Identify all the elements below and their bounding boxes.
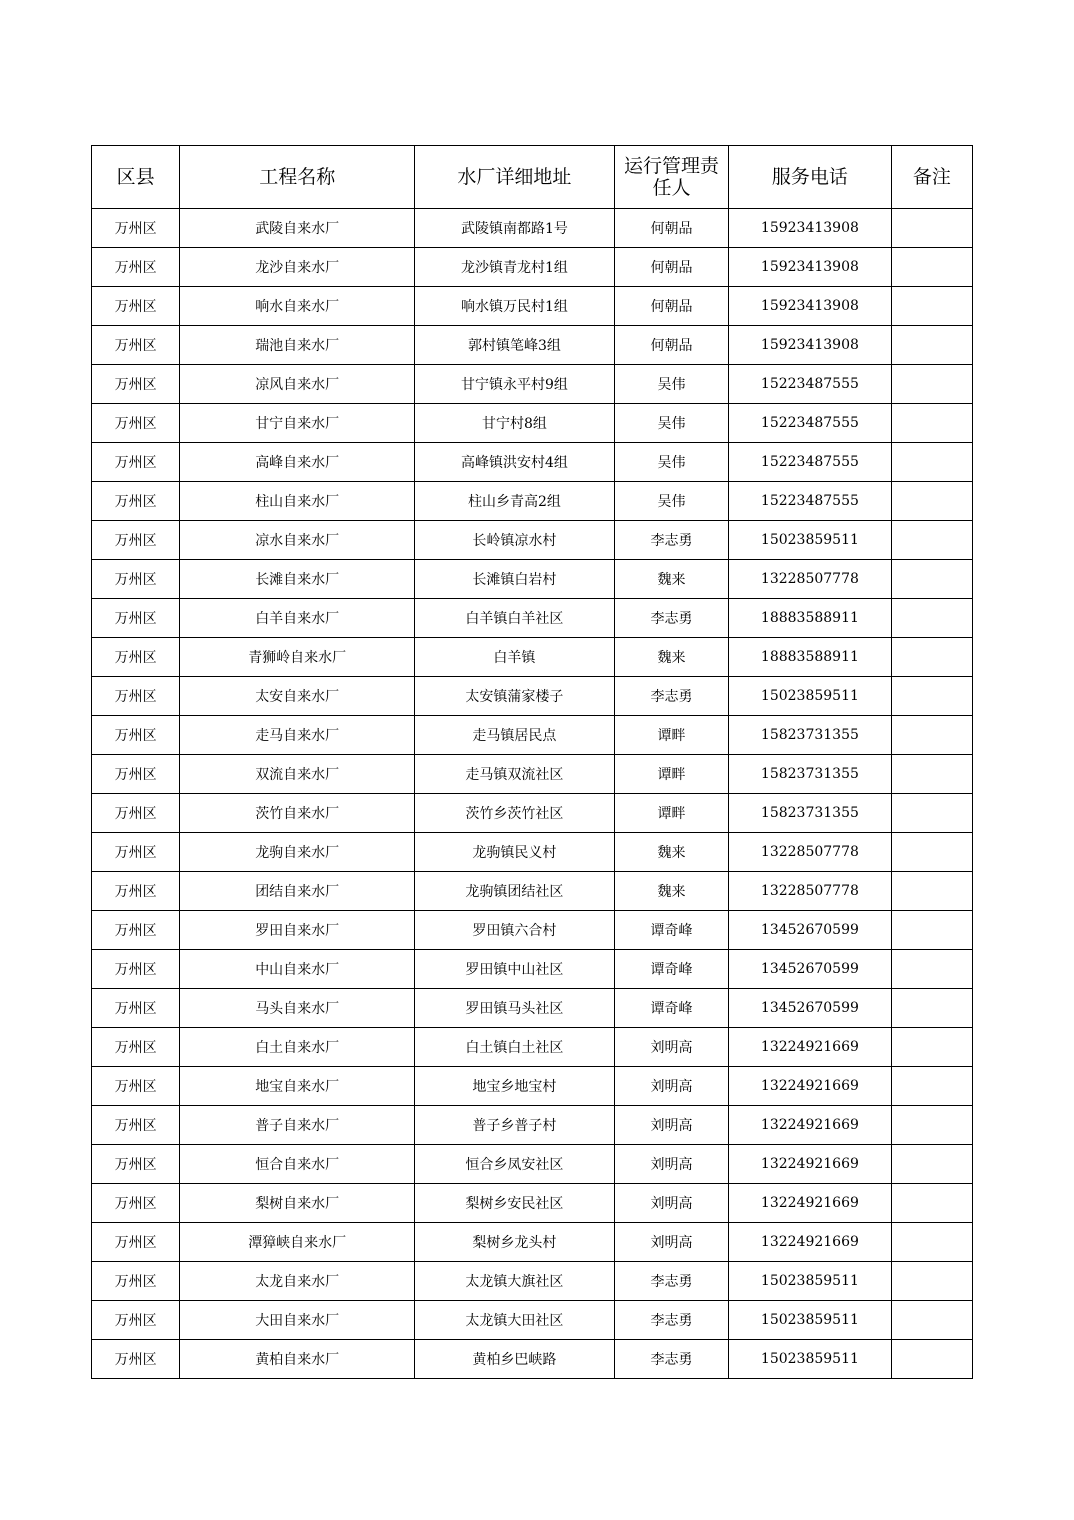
- cell-plant-address: 梨树乡龙头村: [415, 1223, 615, 1262]
- table-row: [92, 404, 973, 443]
- table-body: [92, 209, 973, 1379]
- table-row: [92, 1106, 973, 1145]
- cell-district: 万州区: [92, 560, 180, 599]
- cell-district: 万州区: [92, 989, 180, 1028]
- cell-service-phone: 13228507778: [729, 833, 892, 872]
- cell-district: 万州区: [92, 794, 180, 833]
- cell-plant-address: 太龙镇大旗社区: [415, 1262, 615, 1301]
- cell-note: [891, 443, 972, 482]
- cell-project-name: 白土自来水厂: [180, 1028, 415, 1067]
- cell-service-phone: 15223487555: [729, 404, 892, 443]
- cell-note: [891, 1223, 972, 1262]
- cell-manager: 魏来: [614, 872, 728, 911]
- cell-project-name: 马头自来水厂: [180, 989, 415, 1028]
- cell-service-phone: 18883588911: [729, 638, 892, 677]
- cell-manager: 谭畔: [614, 716, 728, 755]
- cell-plant-address: 地宝乡地宝村: [415, 1067, 615, 1106]
- cell-service-phone: 15223487555: [729, 443, 892, 482]
- cell-plant-address: 长滩镇白岩村: [415, 560, 615, 599]
- cell-project-name: 罗田自来水厂: [180, 911, 415, 950]
- table-row: [92, 209, 973, 248]
- table-row: [92, 287, 973, 326]
- cell-note: [891, 755, 972, 794]
- cell-service-phone: 13224921669: [729, 1028, 892, 1067]
- cell-project-name: 长滩自来水厂: [180, 560, 415, 599]
- cell-project-name: 高峰自来水厂: [180, 443, 415, 482]
- cell-manager: 李志勇: [614, 521, 728, 560]
- table-row: [92, 1028, 973, 1067]
- cell-project-name: 太龙自来水厂: [180, 1262, 415, 1301]
- cell-service-phone: 15823731355: [729, 716, 892, 755]
- cell-service-phone: 13224921669: [729, 1223, 892, 1262]
- cell-manager: 谭畔: [614, 755, 728, 794]
- cell-service-phone: 15923413908: [729, 287, 892, 326]
- cell-project-name: 走马自来水厂: [180, 716, 415, 755]
- cell-plant-address: 高峰镇洪安村4组: [415, 443, 615, 482]
- water-plant-table: [91, 145, 973, 1379]
- cell-note: [891, 1067, 972, 1106]
- cell-district: 万州区: [92, 716, 180, 755]
- table-row: [92, 833, 973, 872]
- cell-note: [891, 1301, 972, 1340]
- cell-note: [891, 1106, 972, 1145]
- cell-plant-address: 白土镇白土社区: [415, 1028, 615, 1067]
- cell-district: 万州区: [92, 1301, 180, 1340]
- table-row: [92, 755, 973, 794]
- table-row: [92, 482, 973, 521]
- cell-plant-address: 龙驹镇团结社区: [415, 872, 615, 911]
- cell-note: [891, 404, 972, 443]
- table-row: [92, 989, 973, 1028]
- cell-plant-address: 罗田镇马头社区: [415, 989, 615, 1028]
- table-row: [92, 872, 973, 911]
- table-row: [92, 365, 973, 404]
- cell-note: [891, 326, 972, 365]
- cell-project-name: 白羊自来水厂: [180, 599, 415, 638]
- cell-project-name: 双流自来水厂: [180, 755, 415, 794]
- cell-plant-address: 长岭镇凉水村: [415, 521, 615, 560]
- cell-district: 万州区: [92, 872, 180, 911]
- cell-district: 万州区: [92, 1028, 180, 1067]
- cell-manager: 刘明高: [614, 1106, 728, 1145]
- cell-plant-address: 恒合乡凤安社区: [415, 1145, 615, 1184]
- cell-manager: 谭奇峰: [614, 950, 728, 989]
- cell-district: 万州区: [92, 365, 180, 404]
- cell-note: [891, 989, 972, 1028]
- cell-note: [891, 833, 972, 872]
- cell-note: [891, 1262, 972, 1301]
- table-row: [92, 794, 973, 833]
- cell-district: 万州区: [92, 755, 180, 794]
- cell-plant-address: 龙沙镇青龙村1组: [415, 248, 615, 287]
- header-manager: [614, 146, 728, 209]
- cell-manager: 吴伟: [614, 404, 728, 443]
- cell-service-phone: 18883588911: [729, 599, 892, 638]
- header-manager-label: 运行管理责任人: [623, 155, 719, 199]
- cell-plant-address: 郭村镇笔峰3组: [415, 326, 615, 365]
- cell-note: [891, 287, 972, 326]
- cell-plant-address: 走马镇双流社区: [415, 755, 615, 794]
- cell-district: 万州区: [92, 950, 180, 989]
- cell-manager: 谭奇峰: [614, 989, 728, 1028]
- cell-district: 万州区: [92, 248, 180, 287]
- cell-note: [891, 560, 972, 599]
- cell-manager: 吴伟: [614, 443, 728, 482]
- cell-district: 万州区: [92, 209, 180, 248]
- cell-district: 万州区: [92, 1340, 180, 1379]
- table-row: [92, 560, 973, 599]
- cell-project-name: 青狮岭自来水厂: [180, 638, 415, 677]
- cell-service-phone: 13228507778: [729, 872, 892, 911]
- table-row: [92, 638, 973, 677]
- cell-note: [891, 599, 972, 638]
- cell-district: 万州区: [92, 521, 180, 560]
- cell-service-phone: 15023859511: [729, 677, 892, 716]
- cell-service-phone: 15923413908: [729, 209, 892, 248]
- cell-note: [891, 365, 972, 404]
- table-row: [92, 1262, 973, 1301]
- cell-manager: 何朝品: [614, 326, 728, 365]
- cell-project-name: 恒合自来水厂: [180, 1145, 415, 1184]
- cell-district: 万州区: [92, 404, 180, 443]
- cell-project-name: 凉水自来水厂: [180, 521, 415, 560]
- header-row: [92, 146, 973, 209]
- cell-district: 万州区: [92, 911, 180, 950]
- cell-project-name: 武陵自来水厂: [180, 209, 415, 248]
- cell-manager: 李志勇: [614, 599, 728, 638]
- cell-project-name: 潭獐峡自来水厂: [180, 1223, 415, 1262]
- cell-project-name: 龙驹自来水厂: [180, 833, 415, 872]
- cell-service-phone: 13452670599: [729, 950, 892, 989]
- cell-note: [891, 482, 972, 521]
- cell-note: [891, 1028, 972, 1067]
- table-row: [92, 911, 973, 950]
- table-row: [92, 950, 973, 989]
- cell-manager: 吴伟: [614, 365, 728, 404]
- cell-manager: 刘明高: [614, 1028, 728, 1067]
- cell-plant-address: 太安镇蒲家楼子: [415, 677, 615, 716]
- cell-plant-address: 普子乡普子村: [415, 1106, 615, 1145]
- cell-plant-address: 响水镇万民村1组: [415, 287, 615, 326]
- cell-project-name: 团结自来水厂: [180, 872, 415, 911]
- cell-district: 万州区: [92, 677, 180, 716]
- table-row: [92, 521, 973, 560]
- cell-note: [891, 677, 972, 716]
- cell-project-name: 茨竹自来水厂: [180, 794, 415, 833]
- cell-manager: 刘明高: [614, 1067, 728, 1106]
- cell-note: [891, 950, 972, 989]
- cell-project-name: 太安自来水厂: [180, 677, 415, 716]
- cell-project-name: 瑞池自来水厂: [180, 326, 415, 365]
- cell-district: 万州区: [92, 638, 180, 677]
- cell-plant-address: 罗田镇中山社区: [415, 950, 615, 989]
- table-row: [92, 599, 973, 638]
- table-row: [92, 1145, 973, 1184]
- header-plant-address: 水厂详细地址: [415, 146, 615, 209]
- cell-manager: 谭畔: [614, 794, 728, 833]
- cell-plant-address: 白羊镇白羊社区: [415, 599, 615, 638]
- table-row: [92, 677, 973, 716]
- cell-district: 万州区: [92, 443, 180, 482]
- cell-manager: 何朝品: [614, 248, 728, 287]
- cell-district: 万州区: [92, 1067, 180, 1106]
- cell-plant-address: 柱山乡青高2组: [415, 482, 615, 521]
- cell-manager: 刘明高: [614, 1184, 728, 1223]
- cell-district: 万州区: [92, 1145, 180, 1184]
- cell-note: [891, 716, 972, 755]
- cell-note: [891, 638, 972, 677]
- cell-service-phone: 15923413908: [729, 248, 892, 287]
- cell-manager: 李志勇: [614, 1301, 728, 1340]
- cell-plant-address: 甘宁村8组: [415, 404, 615, 443]
- cell-service-phone: 13224921669: [729, 1184, 892, 1223]
- cell-manager: 魏来: [614, 638, 728, 677]
- cell-manager: 刘明高: [614, 1223, 728, 1262]
- cell-plant-address: 黄柏乡巴峡路: [415, 1340, 615, 1379]
- table-row: [92, 1067, 973, 1106]
- header-note: 备注: [891, 146, 972, 209]
- cell-district: 万州区: [92, 287, 180, 326]
- cell-district: 万州区: [92, 1223, 180, 1262]
- cell-manager: 魏来: [614, 833, 728, 872]
- cell-district: 万州区: [92, 1184, 180, 1223]
- cell-manager: 吴伟: [614, 482, 728, 521]
- cell-project-name: 柱山自来水厂: [180, 482, 415, 521]
- cell-note: [891, 209, 972, 248]
- cell-manager: 何朝品: [614, 287, 728, 326]
- cell-note: [891, 1340, 972, 1379]
- cell-service-phone: 13224921669: [729, 1106, 892, 1145]
- cell-service-phone: 15923413908: [729, 326, 892, 365]
- cell-plant-address: 龙驹镇民义村: [415, 833, 615, 872]
- cell-service-phone: 13224921669: [729, 1067, 892, 1106]
- cell-plant-address: 茨竹乡茨竹社区: [415, 794, 615, 833]
- cell-project-name: 大田自来水厂: [180, 1301, 415, 1340]
- cell-service-phone: 13224921669: [729, 1145, 892, 1184]
- cell-project-name: 中山自来水厂: [180, 950, 415, 989]
- cell-district: 万州区: [92, 833, 180, 872]
- cell-service-phone: 15823731355: [729, 794, 892, 833]
- cell-note: [891, 1184, 972, 1223]
- cell-manager: 谭奇峰: [614, 911, 728, 950]
- table-row: [92, 248, 973, 287]
- cell-note: [891, 872, 972, 911]
- cell-manager: 刘明高: [614, 1145, 728, 1184]
- cell-note: [891, 911, 972, 950]
- cell-note: [891, 1145, 972, 1184]
- cell-project-name: 甘宁自来水厂: [180, 404, 415, 443]
- cell-manager: 李志勇: [614, 1340, 728, 1379]
- cell-manager: 李志勇: [614, 677, 728, 716]
- cell-district: 万州区: [92, 1106, 180, 1145]
- header-service-phone: 服务电话: [729, 146, 892, 209]
- cell-service-phone: 13452670599: [729, 911, 892, 950]
- cell-service-phone: 15023859511: [729, 1262, 892, 1301]
- cell-district: 万州区: [92, 1262, 180, 1301]
- cell-project-name: 黄柏自来水厂: [180, 1340, 415, 1379]
- cell-project-name: 地宝自来水厂: [180, 1067, 415, 1106]
- cell-plant-address: 白羊镇: [415, 638, 615, 677]
- cell-project-name: 普子自来水厂: [180, 1106, 415, 1145]
- table-row: [92, 1223, 973, 1262]
- cell-plant-address: 太龙镇大田社区: [415, 1301, 615, 1340]
- cell-service-phone: 15823731355: [729, 755, 892, 794]
- cell-note: [891, 794, 972, 833]
- cell-project-name: 响水自来水厂: [180, 287, 415, 326]
- cell-project-name: 梨树自来水厂: [180, 1184, 415, 1223]
- cell-plant-address: 武陵镇南都路1号: [415, 209, 615, 248]
- cell-service-phone: 13228507778: [729, 560, 892, 599]
- cell-note: [891, 521, 972, 560]
- table-row: [92, 443, 973, 482]
- table-row: [92, 1184, 973, 1223]
- cell-service-phone: 15023859511: [729, 521, 892, 560]
- table-row: [92, 326, 973, 365]
- cell-service-phone: 15023859511: [729, 1340, 892, 1379]
- cell-service-phone: 15223487555: [729, 365, 892, 404]
- cell-note: [891, 248, 972, 287]
- cell-plant-address: 罗田镇六合村: [415, 911, 615, 950]
- cell-service-phone: 15023859511: [729, 1301, 892, 1340]
- cell-manager: 李志勇: [614, 1262, 728, 1301]
- cell-service-phone: 15223487555: [729, 482, 892, 521]
- cell-service-phone: 13452670599: [729, 989, 892, 1028]
- cell-plant-address: 甘宁镇永平村9组: [415, 365, 615, 404]
- cell-manager: 魏来: [614, 560, 728, 599]
- cell-plant-address: 走马镇居民点: [415, 716, 615, 755]
- header-project-name: 工程名称: [180, 146, 415, 209]
- table-row: [92, 1301, 973, 1340]
- cell-district: 万州区: [92, 326, 180, 365]
- cell-manager: 何朝品: [614, 209, 728, 248]
- cell-plant-address: 梨树乡安民社区: [415, 1184, 615, 1223]
- table-row: [92, 716, 973, 755]
- table-row: [92, 1340, 973, 1379]
- cell-district: 万州区: [92, 482, 180, 521]
- header-district: 区县: [92, 146, 180, 209]
- cell-project-name: 龙沙自来水厂: [180, 248, 415, 287]
- cell-district: 万州区: [92, 599, 180, 638]
- cell-project-name: 凉风自来水厂: [180, 365, 415, 404]
- table-header: [92, 146, 973, 209]
